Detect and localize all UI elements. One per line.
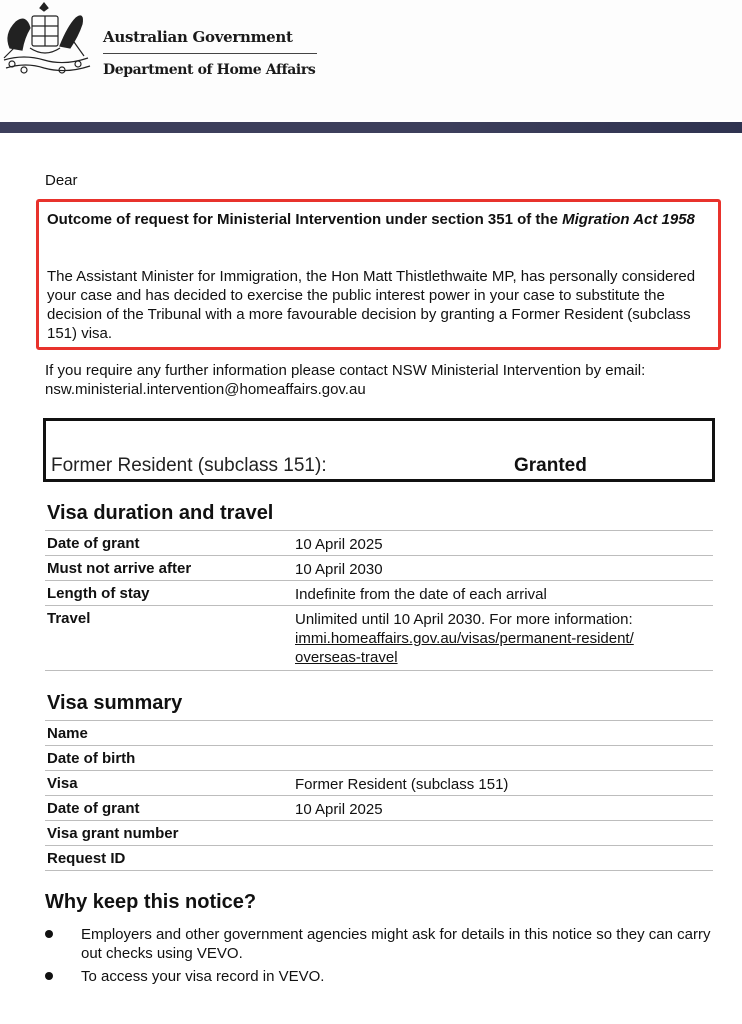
summary-table xyxy=(45,720,713,871)
duration-table xyxy=(45,530,713,671)
bullet-icon xyxy=(45,930,53,938)
table-row xyxy=(45,606,713,671)
list-item xyxy=(45,967,715,986)
table-row xyxy=(45,746,713,771)
list-item-text: Employers and other government agencies might ask for details in this notice so they can carry out checks using VEVO. xyxy=(81,926,711,962)
table-row xyxy=(45,771,713,796)
table-row xyxy=(45,581,713,606)
row-value xyxy=(295,610,705,667)
row-value: Indefinite from the date of each arrival xyxy=(295,586,547,603)
row-key: Length of stay xyxy=(47,585,150,602)
row-value: 10 April 2030 xyxy=(295,561,383,578)
duration-section-title: Visa duration and travel xyxy=(47,502,274,524)
visa-status-label: Former Resident (subclass 151): xyxy=(51,455,327,476)
list-item xyxy=(45,925,715,963)
contact-info: If you require any further information please contact NSW Ministerial Intervention by email: nsw.ministerial.intervention@homeaffairs.gov.au xyxy=(45,362,646,398)
row-key: Request ID xyxy=(47,850,126,867)
header-divider xyxy=(103,53,317,54)
outcome-body: The Assistant Minister for Immigration, the Hon Matt Thistlethwaite MP, has personally considered your case and has decided to exercise the public interest power in your case to substitute the decision of the Tribunal with a more favourable decision by granting a Former Resident (subclass 151) visa. xyxy=(47,268,696,342)
outcome-heading xyxy=(47,210,717,229)
table-row xyxy=(45,721,713,746)
row-value: 10 April 2025 xyxy=(295,536,383,553)
bullet-icon xyxy=(45,972,53,980)
department-title: Department of Home Affairs xyxy=(103,62,316,78)
list-item-text: To access your visa record in VEVO. xyxy=(81,968,325,985)
letterhead xyxy=(0,0,742,120)
act-name: Migration Act 1958 xyxy=(562,211,695,228)
travel-info-link[interactable]: immi.homeaffairs.gov.au/visas/permanent-resident/ xyxy=(295,630,634,647)
visa-status-box xyxy=(43,418,715,482)
summary-section-title: Visa summary xyxy=(47,692,183,714)
row-key: Date of birth xyxy=(47,750,136,767)
coat-of-arms-icon xyxy=(0,2,96,82)
outcome-highlight-box xyxy=(36,199,721,350)
header-band xyxy=(0,122,742,133)
table-row xyxy=(45,846,713,871)
row-value: 10 April 2025 xyxy=(295,801,383,818)
salutation: Dear xyxy=(45,172,78,189)
row-value: Former Resident (subclass 151) xyxy=(295,776,509,793)
table-row xyxy=(45,556,713,581)
government-title: Australian Government xyxy=(103,28,293,46)
row-key: Travel xyxy=(47,610,91,627)
row-key: Date of grant xyxy=(47,535,140,552)
why-keep-title: Why keep this notice? xyxy=(45,891,257,913)
why-keep-list xyxy=(45,925,715,990)
row-key: Visa grant number xyxy=(47,825,179,842)
row-key: Visa xyxy=(47,775,78,792)
outcome-heading-text: Outcome of request for Ministerial Intervention under section 351 of the xyxy=(47,211,563,228)
table-row xyxy=(45,796,713,821)
travel-text: Unlimited until 10 April 2030. For more information: xyxy=(295,611,633,628)
travel-info-link-continued[interactable]: overseas-travel xyxy=(295,649,398,666)
table-row xyxy=(45,531,713,556)
visa-status-value: Granted xyxy=(514,455,587,476)
row-key: Name xyxy=(47,725,88,742)
table-row xyxy=(45,821,713,846)
row-key: Date of grant xyxy=(47,800,140,817)
row-key: Must not arrive after xyxy=(47,560,192,577)
